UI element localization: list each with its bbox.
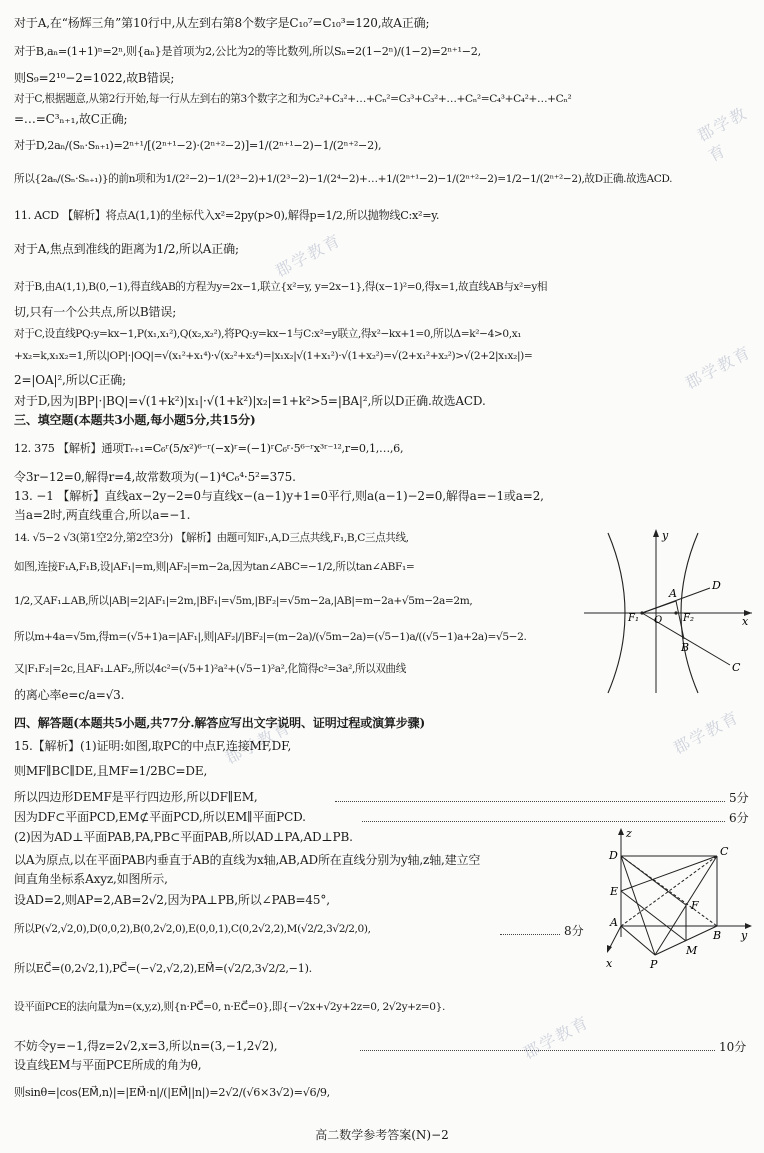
text-line: 对于A,在“杨辉三角”第10行中,从左到右第8个数字是C₁₀⁷=C₁₀³=120,故A正确; <box>14 16 430 30</box>
text-line: 所以m+4a=√5m,得m=(√5+1)a=|AF₁|,则|AF₂|/|BF₂|=(m−2a)/(√5m−2a)=(√5−1)a/((√5−1)a+2a)=√5−2. <box>14 631 527 643</box>
text-line: 切,只有一个公共点,所以B错误; <box>14 305 177 319</box>
fig1-label: A <box>669 587 677 600</box>
text-line: 令3r−12=0,解得r=4,故常数项为(−1)⁴C₆⁴·5²=375. <box>14 470 296 484</box>
watermark: 郡学教育 <box>682 342 755 393</box>
text-line: 不妨令y=−1,得z=2√2,x=3,所以n=(3,−1,2√2), <box>14 1039 278 1053</box>
page-footer: 高二数学参考答案(N)−2 <box>315 1128 449 1142</box>
dotted-leader <box>360 1050 715 1051</box>
watermark: 郡学教育 <box>670 707 743 758</box>
text-line: 13. −1 【解析】直线ax−2y−2=0与直线x−(a−1)y+1=0平行,则a(a−1)−2=0,解得a=−1或a=2, <box>14 489 544 503</box>
dotted-leader <box>362 821 725 822</box>
watermark: 郡学教育 <box>694 103 751 166</box>
fig2-label: z <box>626 827 632 840</box>
text-line: 则MF∥BC∥DE,且MF=1/2BC=DE, <box>14 764 208 778</box>
text-line: 则S₉=2¹⁰−2=1022,故B错误; <box>14 71 175 85</box>
watermark: 郡学教育 <box>520 1012 593 1063</box>
hyperbola-figure <box>580 525 760 695</box>
fig2-label: P <box>650 958 658 971</box>
fig1-label: F₁ <box>628 613 639 624</box>
section-heading: 三、填空题(本题共3小题,每小题5分,共15分) <box>14 413 256 427</box>
text-line: =…=C³ₙ₊₁,故C正确; <box>14 112 128 126</box>
fig1-label: y <box>662 529 669 542</box>
text-line: 则sinθ=|cos⟨EM⃗,n⟩|=|EM⃗·n|/(|EM⃗||n|)=2√2/(√6×3√2)=√6/9, <box>14 1086 330 1099</box>
text-line: 当a=2时,两直线重合,所以a=−1. <box>14 508 191 522</box>
fig2-label: F <box>691 899 699 912</box>
text-line: 又|F₁F₂|=2c,且AF₁⊥AF₂,所以4c²=(√5+1)²a²+(√5−1)²a²,化简得c²=3a²,所以双曲线 <box>14 663 406 675</box>
fig1-label: O <box>654 615 663 626</box>
watermark: 郡学教育 <box>222 717 295 768</box>
score-mark: 6分 <box>729 811 749 825</box>
score-mark: 10分 <box>719 1040 747 1054</box>
text-line: 对于C,根据题意,从第2行开始,每一行从左到右的第3个数字之和为C₂²+C₃²+…+Cₙ²=C₃³+C₃²+…+Cₙ²=C₄³+C₄²+…+Cₙ² <box>14 93 572 105</box>
text-line: 对于B,aₙ=(1+1)ⁿ=2ⁿ,则{aₙ}是首项为2,公比为2的等比数列,所以Sₙ=2(1−2ⁿ)/(1−2)=2ⁿ⁺¹−2, <box>14 45 481 58</box>
text-line: 设平面PCE的法向量为n=(x,y,z),则{n·PC⃗=0, n·EC⃗=0},即{−√2x+√2y+2z=0, 2√2y+z=0}. <box>14 1001 445 1013</box>
text-line: +x₂=k,x₁x₂=1,所以|OP|·|OQ|=√(x₁²+x₁⁴)·√(x₂²+x₂⁴)=|x₁x₂|√(1+x₁²)·√(1+x₂²)=√(2+x₁²+x₂²)>√(2+2|x₁x₂|)= <box>14 350 533 362</box>
text-line: 的离心率e=c/a=√3. <box>14 688 125 702</box>
fig1-label: D <box>712 579 721 592</box>
fig1-label: C <box>732 661 741 674</box>
text-line: 14. √5−2 √3(第1空2分,第2空3分) 【解析】由题可知F₁,A,D三点共线,F₁,B,C三点共线, <box>14 532 409 544</box>
text-line: 对于A,焦点到准线的距离为1/2,所以A正确; <box>14 242 239 256</box>
fig2-label: B <box>713 929 722 942</box>
text-line: 11. ACD 【解析】将点A(1,1)的坐标代入x²=2py(p>0),解得p=1/2,所以抛物线C:x²=y. <box>14 209 440 222</box>
fig2-label: x <box>606 957 613 970</box>
text-line: 因为DF⊂平面PCD,EM⊄平面PCD,所以EM∥平面PCD. <box>14 810 306 824</box>
score-mark: 8分 <box>564 924 584 938</box>
text-line: (2)因为AD⊥平面PAB,PA,PB⊂平面PAB,所以AD⊥PA,AD⊥PB. <box>14 830 353 844</box>
fig2-label: M <box>686 944 698 957</box>
watermark: 郡学教育 <box>272 230 345 281</box>
text-line: 所以P(√2,√2,0),D(0,0,2),B(0,2√2,0),E(0,0,1),C(0,2√2,2),M(√2/2,3√2/2,0), <box>14 923 371 935</box>
text-line: 1/2,又AF₁⊥AB,所以|AB|=2|AF₁|=2m,|BF₁|=√5m,|BF₂|=√5m−2a,|AB|=m−2a+√5m−2a=2m, <box>14 595 473 607</box>
text-line: 间直角坐标系Axyz,如图所示, <box>14 872 168 886</box>
text-line: 对于D,2aₙ/(Sₙ·Sₙ₊₁)=2ⁿ⁺¹/[(2ⁿ⁺¹−2)·(2ⁿ⁺²−2)]=1/(2ⁿ⁺¹−2)−1/(2ⁿ⁺²−2), <box>14 139 382 152</box>
text-line: 所以四边形DEMF是平行四边形,所以DF∥EM, <box>14 790 258 804</box>
text-line: 对于B,由A(1,1),B(0,−1),得直线AB的方程为y=2x−1,联立{x²=y, y=2x−1},得(x−1)²=0,得x=1,故直线AB与x²=y相 <box>14 281 548 293</box>
text-line: 对于D,因为|BP|·|BQ|=√(1+k²)|x₁|·√(1+k²)|x₂|=1+k²>5=|BA|²,所以D正确.故选ACD. <box>14 394 486 408</box>
text-line: 对于C,设直线PQ:y=kx−1,P(x₁,x₁²),Q(x₂,x₂²),将PQ:y=kx−1与C:x²=y联立,得x²−kx+1=0,所以Δ=k²−4>0,x₁ <box>14 328 522 340</box>
score-mark: 5分 <box>729 791 749 805</box>
text-line: 所以EC⃗=(0,2√2,1),PC⃗=(−√2,√2,2),EM⃗=(√2/2,3√2/2,−1). <box>14 962 312 975</box>
fig1-label: x <box>742 615 749 628</box>
text-line: 2=|OA|²,所以C正确; <box>14 373 127 387</box>
dotted-leader <box>335 801 725 802</box>
fig2-label: y <box>741 929 748 942</box>
text-line: 设直线EM与平面PCE所成的角为θ, <box>14 1058 202 1072</box>
fig2-label: C <box>720 845 729 858</box>
fig2-label: D <box>609 849 618 862</box>
dotted-leader <box>500 934 560 935</box>
text-line: 所以{2aₙ/(Sₙ·Sₙ₊₁)}的前n项和为1/(2²−2)−1/(2³−2)+1/(2³−2)−1/(2⁴−2)+…+1/(2ⁿ⁺¹−2)−1/(2ⁿ⁺²−2)=1/2−1/(2ⁿ⁺²−2),故D正确.故选ACD. <box>14 173 673 185</box>
text-line: 以A为原点,以在平面PAB内垂直于AB的直线为x轴,AB,AD所在直线分别为y轴,z轴,建立空 <box>14 853 481 867</box>
fig1-label: F₂ <box>683 613 694 624</box>
section-heading: 四、解答题(本题共5小题,共77分.解答应写出文字说明、证明过程或演算步骤) <box>14 716 426 730</box>
text-line: 12. 375 【解析】通项Tᵣ₊₁=C₆ʳ(5/x²)⁶⁻ʳ(−x)ʳ=(−1)ʳC₆ʳ·5⁶⁻ʳx³ʳ⁻¹²,r=0,1,…,6, <box>14 442 404 455</box>
text-line: 15.【解析】(1)证明:如图,取PC的中点F,连接MF,DF, <box>14 739 292 753</box>
fig2-label: A <box>610 916 618 929</box>
fig1-label: B <box>681 641 690 654</box>
text-line: 如图,连接F₁A,F₁B,设|AF₁|=m,则|AF₂|=m−2a,因为tan∠ABC=−1/2,所以tan∠ABF₁= <box>14 561 415 573</box>
fig2-label: E <box>610 885 619 898</box>
solid-geometry-figure <box>600 825 760 975</box>
text-line: 设AD=2,则AP=2,AB=2√2,因为PA⊥PB,所以∠PAB=45°, <box>14 893 330 907</box>
